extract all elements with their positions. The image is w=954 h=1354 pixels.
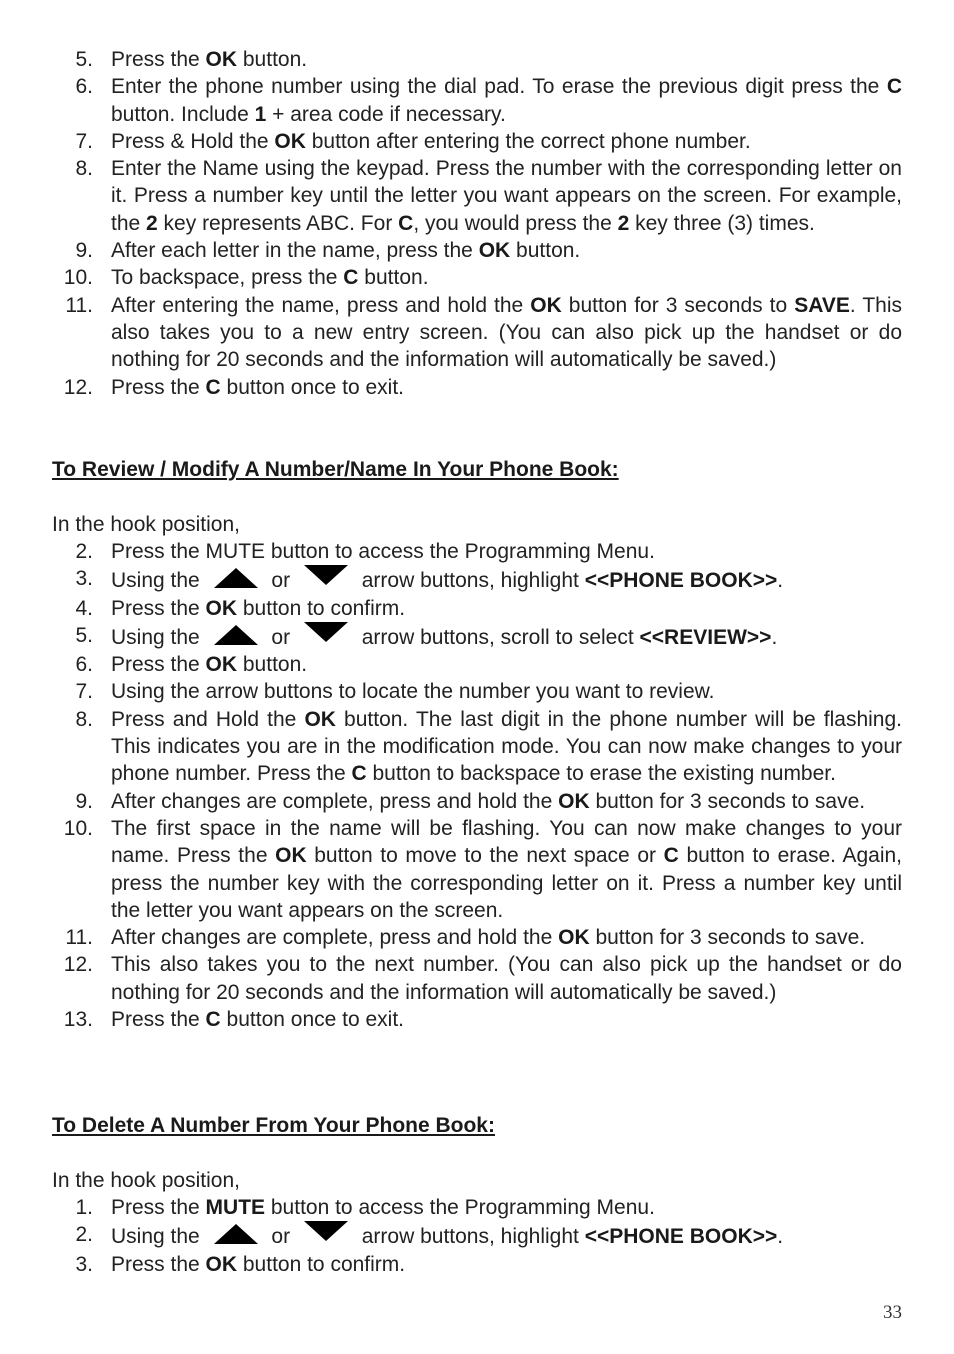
step-text: button to backspace to erase the existing number.: [366, 762, 836, 786]
step-number: 7.: [75, 129, 93, 153]
list-item: [0, 951, 954, 1006]
step-text: .: [777, 569, 784, 593]
bold-term: 1: [254, 102, 267, 126]
step-number: 5.: [75, 48, 93, 71]
step-text: The first space in the name will be flashing. You can now make changes to your name. Press the: [111, 816, 902, 868]
list-item: [0, 706, 954, 788]
bold-term: MUTE: [205, 1196, 266, 1219]
bold-term: 2: [146, 211, 158, 235]
bold-term: OK: [558, 926, 590, 950]
step-number: 2.: [75, 1223, 93, 1247]
up-arrow-icon: [214, 568, 258, 588]
step-text: Press the: [111, 1196, 206, 1219]
step-text: arrow buttons, highlight: [355, 1225, 585, 1249]
step-text: button after entering the correct phone number.: [305, 129, 751, 153]
review-modify-steps: [0, 538, 954, 1033]
bold-term: OK: [205, 653, 238, 677]
bold-term: <<PHONE BOOK>>: [584, 569, 778, 593]
step-number: 6.: [75, 75, 93, 99]
bold-term: OK: [205, 48, 238, 71]
list-item: [0, 1006, 954, 1033]
list-item: [0, 788, 954, 815]
bold-term: OK: [478, 239, 511, 263]
step-number: 9.: [75, 789, 93, 813]
list-item: [0, 622, 954, 651]
step-text: or: [265, 569, 296, 593]
step-text: Press and Hold the: [111, 707, 305, 731]
step-text: Using the: [111, 1225, 206, 1249]
bold-term: C: [398, 211, 414, 235]
list-item: [0, 924, 954, 951]
step-text: key represents ABC. For: [157, 211, 399, 235]
step-text: button for 3 seconds to: [561, 293, 795, 317]
step-number: 5.: [75, 623, 93, 647]
step-text: Enter the phone number using the dial pad. To erase the previous digit press the: [111, 75, 887, 99]
list-item: [0, 815, 954, 924]
step-text: Press the: [111, 48, 206, 71]
step-text: Press the: [111, 1008, 206, 1032]
step-text: button.: [358, 266, 429, 290]
step-text: button for 3 seconds to save.: [589, 926, 866, 950]
bold-term: OK: [274, 129, 306, 153]
bold-term: OK: [304, 707, 336, 731]
step-text: Press the: [111, 596, 206, 620]
list-item: [0, 237, 954, 264]
up-arrow-icon: [214, 625, 258, 645]
list-item: [0, 1194, 954, 1221]
review-intro-text: In the hook position,: [52, 513, 240, 536]
step-text: button to move to the next space or: [306, 844, 664, 868]
step-number: 1.: [75, 1196, 93, 1219]
down-arrow-icon: [304, 565, 348, 585]
step-text: or: [265, 1225, 296, 1249]
step-text: button once to exit.: [220, 375, 405, 399]
step-text: After each letter in the name, press the: [111, 239, 479, 263]
step-number: 3.: [75, 567, 93, 591]
bold-term: <<PHONE BOOK>>: [584, 1225, 778, 1249]
step-text: , you would press the: [413, 211, 618, 235]
bold-term: OK: [530, 293, 562, 317]
step-text: or: [265, 625, 296, 649]
step-number: 3.: [75, 1252, 93, 1276]
down-arrow-icon: [304, 1221, 348, 1241]
down-arrow-icon: [304, 622, 348, 642]
step-text: Press & Hold the: [111, 129, 275, 153]
review-modify-heading: To Review / Modify A Number/Name In Your Phone Book:: [52, 458, 619, 481]
list-item: [0, 1221, 954, 1250]
delete-intro-text: In the hook position,: [52, 1169, 240, 1192]
list-item: [0, 155, 954, 237]
step-text: This also takes you to the next number. (You can also pick up the handset or do nothing for 20 seconds and the information will automatically be saved.): [111, 953, 902, 1004]
bold-term: C: [205, 375, 221, 399]
step-number: 11.: [65, 293, 93, 317]
delete-number-heading: To Delete A Number From Your Phone Book:: [52, 1114, 495, 1137]
step-text: button. Include: [111, 102, 255, 126]
step-text: .: [777, 1225, 784, 1249]
step-text: button. The last digit in the phone number will be flashing. This indicates you are in the modification mode. You can now make changes to your phone number. Press the: [111, 707, 902, 786]
list-item: [0, 538, 954, 565]
step-text: button.: [237, 653, 308, 677]
step-number: 12.: [63, 953, 93, 977]
bold-term: OK: [275, 844, 307, 868]
step-number: 8.: [75, 707, 93, 731]
delete-number-steps: [0, 1194, 954, 1278]
step-number: 13.: [63, 1008, 93, 1032]
list-item: [0, 264, 954, 291]
step-text: button to confirm.: [237, 596, 406, 620]
step-number: 4.: [75, 596, 93, 620]
bold-term: C: [205, 1008, 221, 1032]
list-item: [0, 46, 954, 73]
step-text: button to erase. Again, press the number key with the corresponding letter on it. Press a number key until the letter you want appears on the screen.: [111, 844, 902, 922]
step-text: Enter the Name using the keypad. Press the number with the corresponding letter on it. Press a number key until the letter you want appears on the screen. For example, the: [111, 157, 902, 235]
step-text: + area code if necessary.: [266, 102, 506, 126]
list-item: [0, 73, 954, 128]
list-item: [0, 1251, 954, 1278]
list-item: [0, 565, 954, 594]
step-text: Press the: [111, 375, 206, 399]
step-text: Press the: [111, 1252, 206, 1276]
step-text: Using the: [111, 569, 206, 593]
step-number: 11.: [65, 926, 93, 950]
step-text: button to confirm.: [237, 1252, 406, 1276]
step-text: . This also takes you to a new entry screen. (You can also pick up the handset or do nothing for 20 seconds and the information will automatically be saved.): [111, 293, 902, 372]
step-text: After changes are complete, press and hold the: [111, 789, 559, 813]
step-text: Using the: [111, 625, 206, 649]
bold-term: C: [663, 844, 679, 868]
step-text: Using the arrow buttons to locate the number you want to review.: [111, 680, 715, 704]
phonebook-entry-steps: [0, 46, 954, 401]
list-item: [0, 128, 954, 155]
bold-term: 2: [617, 211, 630, 235]
step-text: button.: [237, 48, 308, 71]
bold-term: C: [886, 75, 902, 99]
bold-term: OK: [205, 596, 238, 620]
step-text: To backspace, press the: [111, 266, 344, 290]
bold-term: OK: [558, 789, 590, 813]
list-item: [0, 651, 954, 678]
step-text: Press the MUTE button to access the Programming Menu.: [111, 540, 655, 563]
step-number: 9.: [75, 239, 93, 263]
step-number: 2.: [75, 540, 93, 563]
step-text: arrow buttons, highlight: [355, 569, 585, 593]
step-number: 12.: [63, 375, 93, 399]
step-number: 6.: [75, 653, 93, 677]
step-number: 10.: [63, 816, 93, 840]
step-text: arrow buttons, scroll to select: [355, 625, 640, 649]
step-text: button.: [510, 239, 581, 263]
step-text: button for 3 seconds to save.: [589, 789, 866, 813]
step-text: button once to exit.: [220, 1008, 405, 1032]
list-item: [0, 292, 954, 374]
step-text: button to access the Programming Menu.: [265, 1196, 655, 1219]
list-item: [0, 678, 954, 705]
list-item: [0, 374, 954, 401]
page-number: 33: [883, 1302, 902, 1323]
bold-term: C: [343, 266, 359, 290]
step-text: After entering the name, press and hold the: [111, 293, 531, 317]
bold-term: C: [351, 762, 367, 786]
step-text: Press the: [111, 653, 206, 677]
step-number: 8.: [75, 157, 93, 181]
list-item: [0, 595, 954, 622]
step-number: 10.: [63, 266, 93, 290]
bold-term: SAVE: [794, 293, 850, 317]
step-text: .: [771, 625, 778, 649]
bold-term: <<REVIEW>>: [639, 625, 772, 649]
step-number: 7.: [75, 680, 93, 704]
up-arrow-icon: [214, 1224, 258, 1244]
step-text: After changes are complete, press and hold the: [111, 926, 559, 950]
bold-term: OK: [205, 1252, 238, 1276]
step-text: key three (3) times.: [629, 211, 815, 235]
